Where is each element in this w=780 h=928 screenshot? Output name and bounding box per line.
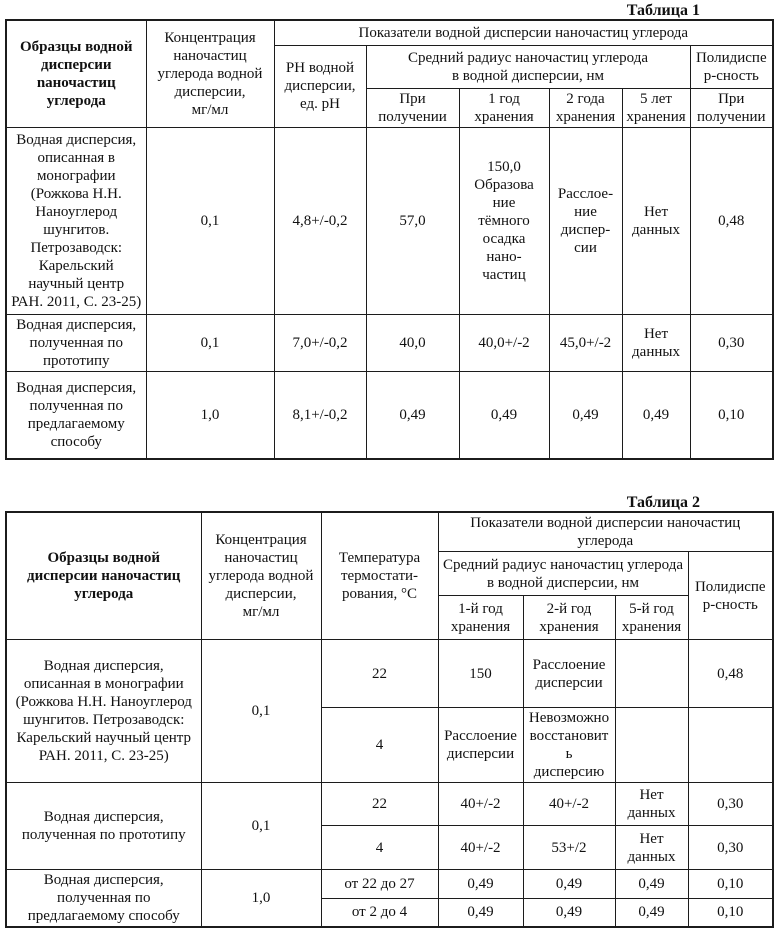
table-row	[6, 783, 773, 826]
radius-1year-cell: 0,49	[459, 371, 549, 459]
radius-1year-cell: Расслоение дисперсии	[438, 708, 523, 783]
radius-5year-cell	[615, 708, 688, 783]
concentration-cell: 0,1	[201, 640, 321, 783]
concentration-cell: 0,1	[146, 314, 274, 371]
table1-title: Таблица 1	[626, 2, 700, 19]
temperature-cell: от 22 до 27	[321, 870, 438, 899]
radius-1year-cell: 40+/-2	[438, 783, 523, 826]
radius-5year-cell: Нет данных	[622, 314, 690, 371]
temperature-cell: 22	[321, 640, 438, 708]
poly-cell: 0,10	[688, 898, 773, 927]
sample-cell: Водная дисперсия, полученная по прототипу	[6, 783, 201, 870]
table2	[5, 511, 774, 928]
t1-header-samples: Образцы водной дисперсии naночастиц углерода	[6, 20, 146, 127]
ph-cell: 8,1+/-0,2	[274, 371, 366, 459]
table-row	[6, 870, 773, 899]
concentration-cell: 1,0	[146, 371, 274, 459]
sample-cell: Водная дисперсия, описанная в монографии (Рожкова Н.Н. Наноуглерод шунгитов. Петрозаводск: Карельский научный центр РАН. 2011, С. 23-25)	[6, 640, 201, 783]
t1-subheader-2year: 2 года хранения	[549, 88, 622, 127]
concentration-cell: 0,1	[146, 127, 274, 314]
table-row	[6, 314, 773, 371]
t2-header-concentration: Концентрация наночастиц углерода водной дисперсии, мг/мл	[201, 512, 321, 640]
poly-cell	[688, 708, 773, 783]
ph-cell: 7,0+/-0,2	[274, 314, 366, 371]
t1-subheader-initial: При получении	[366, 88, 459, 127]
radius-2year-cell: Расслоение дисперсии	[523, 640, 615, 708]
t1-subheader-poly-initial: При получении	[690, 88, 773, 127]
t2-header-radius: Средний радиус наночастиц углерода в водной дисперсии, нм	[438, 552, 688, 596]
radius-2year-cell: 0,49	[549, 371, 622, 459]
radius-2year-cell: 0,49	[523, 898, 615, 927]
table-row	[6, 371, 773, 459]
t1-header-radius: Средний радиус наночастиц углерода в водной дисперсии, нм	[366, 45, 690, 88]
table-row	[6, 127, 773, 314]
poly-cell: 0,30	[688, 783, 773, 826]
radius-1year-cell: 0,49	[438, 870, 523, 899]
poly-cell: 0,48	[690, 127, 773, 314]
ph-cell: 4,8+/-0,2	[274, 127, 366, 314]
t2-subheader-5year: 5-й год хранения	[615, 596, 688, 640]
table-row	[6, 640, 773, 708]
radius-5year-cell: Нет данных	[615, 783, 688, 826]
radius-5year-cell: 0,49	[615, 898, 688, 927]
poly-cell: 0,10	[688, 870, 773, 899]
radius-2year-cell: 0,49	[523, 870, 615, 899]
t2-subheader-2year: 2-й год хранения	[523, 596, 615, 640]
radius-2year-cell: Невозможно восстановить дисперсию	[523, 708, 615, 783]
radius-5year-cell: Нет данных	[622, 127, 690, 314]
concentration-cell: 1,0	[201, 870, 321, 928]
poly-cell: 0,30	[690, 314, 773, 371]
t1-header-ph: РН водной дисперсии, ед. рН	[274, 45, 366, 127]
radius-5year-cell: 0,49	[622, 371, 690, 459]
radius-2year-cell: 40+/-2	[523, 783, 615, 826]
radius-initial-cell: 57,0	[366, 127, 459, 314]
t1-header-concentration: Концентрация наночастиц углерода водной дисперсии, мг/мл	[146, 20, 274, 127]
radius-1year-cell: 150,0 Образова ние тёмного осадка нано- частиц	[459, 127, 549, 314]
t1-header-poly: Полидиспе р-сность	[690, 45, 773, 88]
radius-1year-cell: 40,0+/-2	[459, 314, 549, 371]
radius-2year-cell: Расслое- ние диспер- сии	[549, 127, 622, 314]
t1-subheader-5year: 5 лет хранения	[622, 88, 690, 127]
radius-2year-cell: 45,0+/-2	[549, 314, 622, 371]
t2-header-indicators: Показатели водной дисперсии наночастиц углерода	[438, 512, 773, 552]
t2-header-samples: Образцы водной дисперсии наночастиц углерода	[6, 512, 201, 640]
poly-cell: 0,30	[688, 826, 773, 870]
table1	[5, 19, 774, 460]
temperature-cell: 4	[321, 826, 438, 870]
sample-cell: Водная дисперсия, полученная по предлагаемому способу	[6, 371, 146, 459]
sample-cell: Водная дисперсия, полученная по прототипу	[6, 314, 146, 371]
poly-cell: 0,48	[688, 640, 773, 708]
radius-1year-cell: 0,49	[438, 898, 523, 927]
radius-5year-cell	[615, 640, 688, 708]
t2-subheader-1year: 1-й год хранения	[438, 596, 523, 640]
temperature-cell: 4	[321, 708, 438, 783]
radius-1year-cell: 150	[438, 640, 523, 708]
sample-cell: Водная дисперсия, полученная по предлагаемому способу	[6, 870, 201, 928]
temperature-cell: 22	[321, 783, 438, 826]
t2-header-poly: Полидиспе р-сность	[688, 552, 773, 640]
sample-cell: Водная дисперсия, описанная в монографии (Рожкова Н.Н. Наноуглерод шунгитов. Петрозаводск: Карельский научный центр РАН. 2011, С. 23-25)	[6, 127, 146, 314]
radius-5year-cell: 0,49	[615, 870, 688, 899]
t1-header-indicators: Показатели водной дисперсии наночастиц углерода	[274, 20, 773, 45]
poly-cell: 0,10	[690, 371, 773, 459]
radius-initial-cell: 0,49	[366, 371, 459, 459]
t1-subheader-1year: 1 год хранения	[459, 88, 549, 127]
t2-header-temperature: Температура термостати- рования, °С	[321, 512, 438, 640]
radius-1year-cell: 40+/-2	[438, 826, 523, 870]
temperature-cell: от 2 до 4	[321, 898, 438, 927]
radius-initial-cell: 40,0	[366, 314, 459, 371]
radius-2year-cell: 53+/2	[523, 826, 615, 870]
table2-title: Таблица 2	[626, 494, 700, 511]
concentration-cell: 0,1	[201, 783, 321, 870]
radius-5year-cell: Нет данных	[615, 826, 688, 870]
